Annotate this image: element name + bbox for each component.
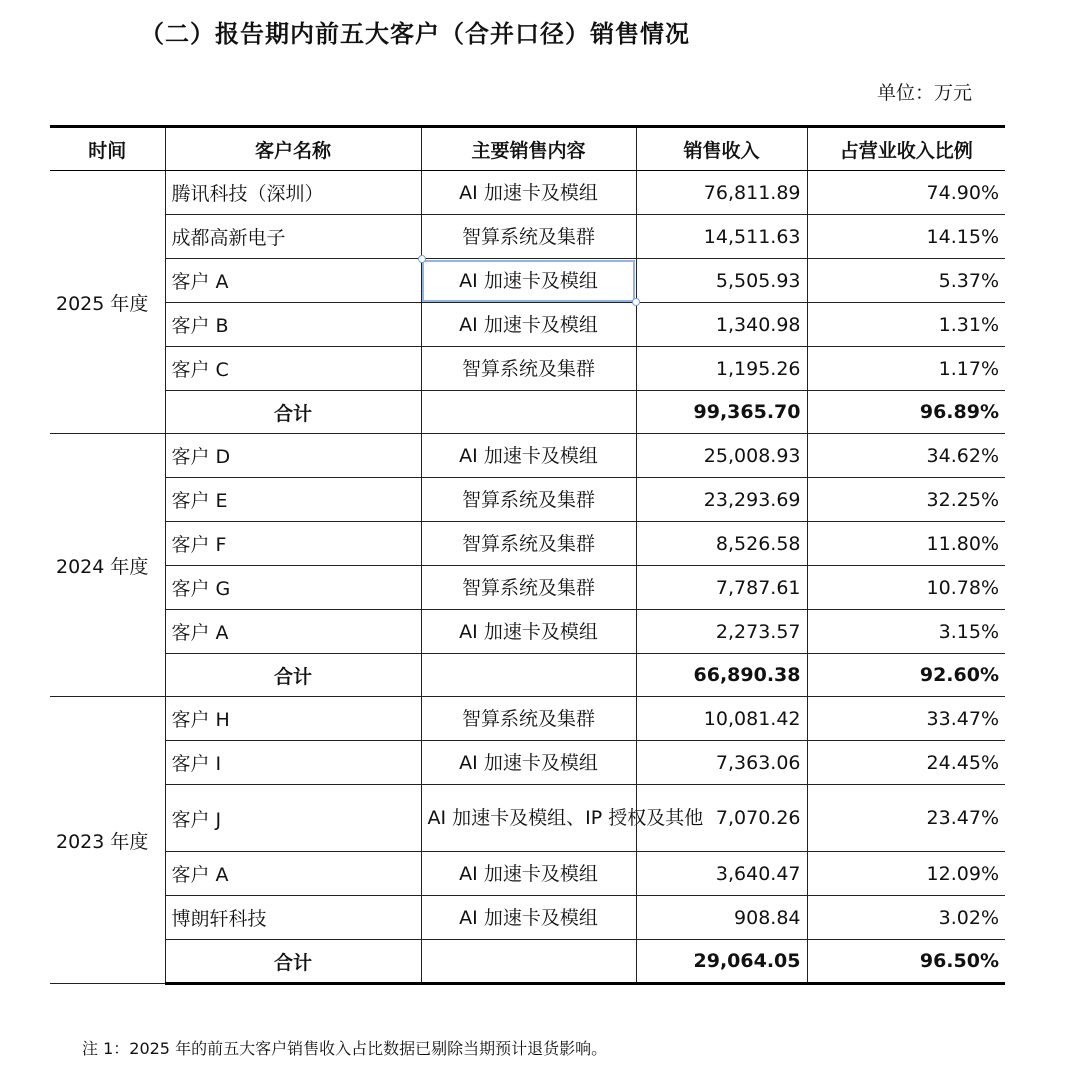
customer-name-cell[interactable]: 客户 I: [165, 741, 421, 785]
customer-name-cell[interactable]: 客户 J: [165, 785, 421, 852]
table-row: [50, 896, 1005, 940]
revenue-cell[interactable]: 76,811.89: [636, 171, 807, 215]
ratio-cell[interactable]: 11.80%: [807, 522, 1005, 566]
table-row: [50, 566, 1005, 610]
customer-name-cell[interactable]: 腾讯科技（深圳）: [165, 171, 421, 215]
ratio-cell[interactable]: 23.47%: [807, 785, 1005, 852]
customer-name-cell[interactable]: 客户 C: [165, 347, 421, 391]
header-revenue-ratio[interactable]: 占营业收入比例: [807, 127, 1005, 171]
unit-label: 单位：万元: [876, 82, 972, 104]
sales-content-cell[interactable]: AI 加速卡及模组: [421, 852, 636, 896]
table-row: [50, 610, 1005, 654]
customer-name-cell[interactable]: 博朗轩科技: [165, 896, 421, 940]
customer-name-cell[interactable]: 客户 A: [165, 610, 421, 654]
customer-name-cell[interactable]: 客户 B: [165, 303, 421, 347]
revenue-cell[interactable]: 3,640.47: [636, 852, 807, 896]
revenue-cell[interactable]: 7,787.61: [636, 566, 807, 610]
total-empty-cell[interactable]: [421, 391, 636, 434]
ratio-cell[interactable]: 10.78%: [807, 566, 1005, 610]
sales-content-cell[interactable]: AI 加速卡及模组: [421, 610, 636, 654]
table-row: [50, 785, 1005, 852]
total-ratio-cell[interactable]: 96.50%: [807, 940, 1005, 984]
sales-content-cell[interactable]: AI 加速卡及模组: [421, 434, 636, 478]
sales-content-cell[interactable]: AI 加速卡及模组: [421, 896, 636, 940]
header-main-content[interactable]: 主要销售内容: [421, 127, 636, 171]
ratio-cell[interactable]: 32.25%: [807, 478, 1005, 522]
customer-name-cell[interactable]: 客户 G: [165, 566, 421, 610]
customer-name-cell[interactable]: 客户 F: [165, 522, 421, 566]
sales-content-cell[interactable]: 智算系统及集群: [421, 347, 636, 391]
revenue-cell[interactable]: 10,081.42: [636, 697, 807, 741]
total-row: [50, 940, 1005, 984]
sales-content-cell[interactable]: AI 加速卡及模组: [421, 303, 636, 347]
table-header-row: [50, 127, 1005, 171]
revenue-cell[interactable]: 5,505.93: [636, 259, 807, 303]
sales-content-cell[interactable]: AI 加速卡及模组: [421, 171, 636, 215]
table-row: [50, 259, 1005, 303]
sales-content-cell[interactable]: 智算系统及集群: [421, 697, 636, 741]
ratio-cell[interactable]: 1.17%: [807, 347, 1005, 391]
selection-handle-bottom-right[interactable]: [632, 298, 640, 306]
revenue-cell[interactable]: 1,195.26: [636, 347, 807, 391]
table-row: [50, 852, 1005, 896]
total-revenue-cell[interactable]: 66,890.38: [636, 654, 807, 697]
table-row: [50, 171, 1005, 215]
sales-content-cell[interactable]: 智算系统及集群: [421, 215, 636, 259]
total-empty-cell[interactable]: [421, 940, 636, 984]
total-label-cell[interactable]: 合计: [165, 391, 421, 434]
total-revenue-cell[interactable]: 29,064.05: [636, 940, 807, 984]
table-row: [50, 697, 1005, 741]
ratio-cell[interactable]: 33.47%: [807, 697, 1005, 741]
page-title: （二）报告期内前五大客户（合并口径）销售情况: [140, 20, 690, 48]
table-row: [50, 347, 1005, 391]
table-row: [50, 522, 1005, 566]
selected-sales-content-cell[interactable]: [421, 259, 636, 303]
revenue-cell[interactable]: 14,511.63: [636, 215, 807, 259]
header-revenue[interactable]: 销售收入: [636, 127, 807, 171]
ratio-cell[interactable]: 34.62%: [807, 434, 1005, 478]
total-row: [50, 654, 1005, 697]
year-cell[interactable]: 2025 年度: [50, 171, 165, 434]
ratio-cell[interactable]: 24.45%: [807, 741, 1005, 785]
ratio-cell[interactable]: 1.31%: [807, 303, 1005, 347]
header-time[interactable]: 时间: [50, 127, 165, 171]
customer-name-cell[interactable]: 成都高新电子: [165, 215, 421, 259]
revenue-cell[interactable]: 908.84: [636, 896, 807, 940]
total-row: [50, 391, 1005, 434]
table-row: [50, 478, 1005, 522]
sales-content-text: AI 加速卡及模组: [459, 269, 598, 292]
revenue-cell[interactable]: 7,363.06: [636, 741, 807, 785]
ratio-cell[interactable]: 12.09%: [807, 852, 1005, 896]
total-revenue-cell[interactable]: 99,365.70: [636, 391, 807, 434]
table-row: [50, 434, 1005, 478]
revenue-cell[interactable]: 8,526.58: [636, 522, 807, 566]
revenue-cell[interactable]: 7,070.26: [636, 785, 807, 852]
customer-name-cell[interactable]: 客户 E: [165, 478, 421, 522]
customer-name-cell[interactable]: 客户 A: [165, 852, 421, 896]
top-customers-sales-table: [50, 125, 1005, 985]
sales-content-cell[interactable]: 智算系统及集群: [421, 522, 636, 566]
total-ratio-cell[interactable]: 96.89%: [807, 391, 1005, 434]
footnote: 注 1：2025 年的前五大客户销售收入占比数据已剔除当期预计退货影响。: [82, 1039, 608, 1058]
table-row: [50, 741, 1005, 785]
sales-content-cell[interactable]: AI 加速卡及模组: [421, 741, 636, 785]
ratio-cell[interactable]: 14.15%: [807, 215, 1005, 259]
ratio-cell[interactable]: 3.02%: [807, 896, 1005, 940]
revenue-cell[interactable]: 1,340.98: [636, 303, 807, 347]
revenue-cell[interactable]: 25,008.93: [636, 434, 807, 478]
total-label-cell[interactable]: 合计: [165, 940, 421, 984]
table-row: [50, 303, 1005, 347]
ratio-cell[interactable]: 74.90%: [807, 171, 1005, 215]
total-ratio-cell[interactable]: 92.60%: [807, 654, 1005, 697]
ratio-cell[interactable]: 5.37%: [807, 259, 1005, 303]
sales-content-cell[interactable]: 智算系统及集群: [421, 478, 636, 522]
customer-name-cell[interactable]: 客户 A: [165, 259, 421, 303]
customer-name-cell[interactable]: 客户 D: [165, 434, 421, 478]
ratio-cell[interactable]: 3.15%: [807, 610, 1005, 654]
sales-content-cell[interactable]: AI 加速卡及模组、IP 授权及其他: [421, 785, 636, 852]
total-label-cell[interactable]: 合计: [165, 654, 421, 697]
year-cell[interactable]: 2024 年度: [50, 434, 165, 697]
customer-name-cell[interactable]: 客户 H: [165, 697, 421, 741]
revenue-cell[interactable]: 2,273.57: [636, 610, 807, 654]
selection-handle-top-left[interactable]: [418, 255, 426, 263]
header-customer-name[interactable]: 客户名称: [165, 127, 421, 171]
year-cell[interactable]: 2023 年度: [50, 697, 165, 984]
sales-content-cell[interactable]: 智算系统及集群: [421, 566, 636, 610]
revenue-cell[interactable]: 23,293.69: [636, 478, 807, 522]
total-empty-cell[interactable]: [421, 654, 636, 697]
table-row: [50, 215, 1005, 259]
